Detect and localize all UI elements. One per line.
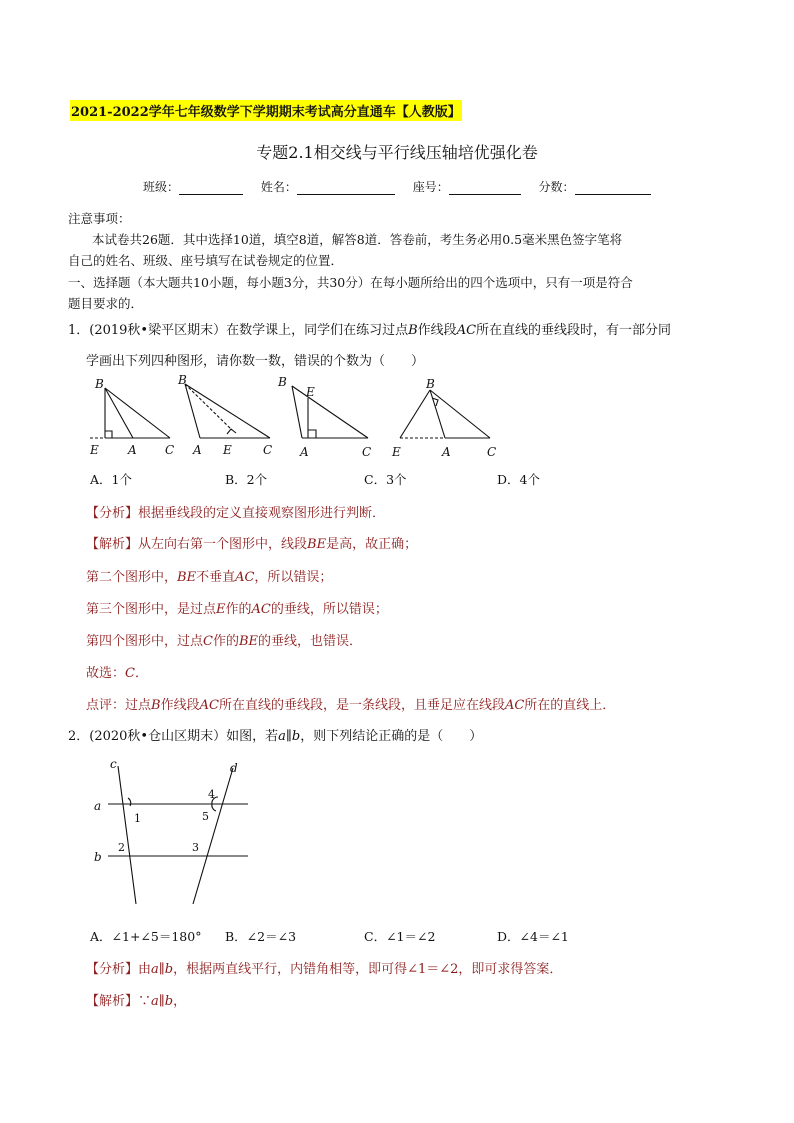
- page-title: 专题2.1相交线与平行线压轴培优强化卷: [256, 143, 538, 162]
- line-label-a: a: [94, 799, 102, 813]
- class-blank[interactable]: [179, 182, 243, 195]
- solution-text: ，: [173, 994, 187, 1009]
- solution-text: 第四个图形中，过点: [86, 634, 204, 649]
- segment-ac: AC: [199, 698, 219, 713]
- angle-label-4: 4: [208, 788, 215, 801]
- q2-solution: [86, 990, 186, 1009]
- angle-label-5: 5: [202, 810, 209, 823]
- segment-be: BE: [238, 634, 259, 649]
- class-label: 班级：: [143, 180, 180, 194]
- angle-label-2: 2: [118, 841, 125, 854]
- line-label-d: d: [230, 761, 238, 775]
- segment-ac: AC: [251, 602, 271, 617]
- q2-parallel: a∥b: [278, 729, 301, 744]
- q1-stem-line-2: 学画出下列四种图形，请你数一数，错误的个数为（ ）: [86, 354, 425, 369]
- parallel-ab: a∥b: [151, 994, 174, 1009]
- segment-be: BE: [307, 537, 327, 552]
- q1-solution-line-2: [86, 566, 332, 585]
- q2-option-a[interactable]: A．∠1+∠5＝180°: [90, 929, 202, 944]
- q1-solution-line-4: [86, 630, 362, 649]
- fig3-label-a: A: [300, 445, 309, 459]
- q1-segment-ac: AC: [456, 323, 477, 338]
- q2-text: ，则下列结论正确的是（ ）: [300, 729, 483, 744]
- fig1-label-b: B: [95, 377, 104, 391]
- solution-text: 的垂线，也错误．: [258, 634, 363, 649]
- solution-text: 从左向右第一个图形中，线段: [138, 537, 308, 552]
- solution-tag: 【解析】: [86, 537, 139, 552]
- q1-option-d[interactable]: D．4个: [497, 472, 540, 487]
- seat-label: 座号：: [412, 180, 449, 194]
- choose-text: ．: [134, 666, 148, 681]
- parallel-ab: a∥b: [151, 962, 174, 977]
- segment-ac: AC: [235, 570, 255, 585]
- answer-c: C: [125, 666, 135, 681]
- choose-text: 故选：: [86, 666, 126, 681]
- fig4-label-c: C: [487, 445, 497, 459]
- q1-solution-line-1: [86, 533, 417, 552]
- analysis-text: ，根据两直线平行，内错角相等，即可得∠1＝∠2，即可求得答案．: [173, 962, 563, 977]
- fig2-label-c: C: [263, 443, 273, 457]
- comment-text: 所在的直线上．: [524, 698, 616, 713]
- fig2-label-a: A: [193, 443, 202, 457]
- q2-stem: [68, 725, 482, 744]
- q2-figure: [88, 752, 263, 912]
- q1-option-a[interactable]: A．1个: [90, 472, 132, 487]
- solution-text: 不垂直: [196, 570, 236, 585]
- score-blank[interactable]: [575, 182, 651, 195]
- segment-ac: AC: [504, 698, 525, 713]
- comment-text: 作线段: [160, 698, 200, 713]
- solution-text: 第三个图形中，是过点: [86, 602, 217, 617]
- line-label-b: b: [94, 850, 102, 864]
- q1-analysis: [86, 502, 385, 521]
- angle-label-1: 1: [134, 812, 141, 825]
- student-info-row: [143, 178, 651, 195]
- point-c: C: [203, 634, 213, 649]
- q2-option-d[interactable]: D．∠4＝∠1: [497, 929, 569, 944]
- q2-text: 2．(2020秋•仓山区期末）如图，若: [68, 729, 279, 744]
- series-banner: 2021-2022学年七年级数学下学期期末考试高分直通车【人教版】: [70, 100, 462, 121]
- q1-point-b: B: [408, 323, 418, 338]
- angle-label-3: 3: [192, 841, 199, 854]
- fig3-label-c: C: [362, 445, 372, 459]
- score-label: 分数：: [538, 180, 575, 194]
- notice-line-1: 本试卷共26题．其中选择10道，填空8道，解答8道．答卷前，考生务必用0.5毫米黑色签字笔将: [92, 232, 623, 247]
- q1-comment: [86, 694, 615, 713]
- notice-line-2: 自己的姓名、班级、座号填写在试卷规定的位置．: [68, 253, 344, 268]
- q2-option-b[interactable]: B．∠2＝∠3: [225, 929, 297, 944]
- solution-text: ∵: [138, 994, 152, 1009]
- section-1-line-2: 题目要求的．: [68, 296, 144, 311]
- q2-option-c[interactable]: C．∠1＝∠2: [364, 929, 436, 944]
- q1-solution-line-3: [86, 598, 388, 617]
- q1-stem-line-1: [68, 319, 671, 338]
- analysis-text: 由: [138, 962, 152, 977]
- solution-text: 是高，故正确；: [326, 537, 418, 552]
- name-blank[interactable]: [297, 182, 395, 195]
- fig3-label-e: E: [306, 385, 315, 399]
- segment-be: BE: [177, 570, 197, 585]
- notice-heading: 注意事项：: [68, 211, 131, 226]
- q1-option-c[interactable]: C．3个: [364, 472, 407, 487]
- q1-text: 1．(2019秋•梁平区期末）在数学课上，同学们在练习过点: [68, 323, 409, 338]
- q1-text: 作线段: [417, 323, 457, 338]
- fig4-label-e: E: [392, 445, 401, 459]
- fig4-label-a: A: [442, 445, 451, 459]
- point-e: E: [216, 602, 226, 617]
- fig4-label-b: B: [426, 377, 435, 391]
- name-label: 姓名：: [260, 180, 297, 194]
- fig1-label-a: A: [128, 443, 137, 457]
- solution-text: 的垂线，所以错误；: [270, 602, 388, 617]
- comment-text: 所在直线的垂线段，是一条线段，且垂足应在线段: [218, 698, 505, 713]
- q1-text: 所在直线的垂线段时，有一部分同: [476, 323, 672, 338]
- q2-analysis: [86, 958, 562, 977]
- fig2-label-b: B: [178, 373, 187, 387]
- comment-text: 点评：过点: [86, 698, 152, 713]
- fig3-label-b: B: [278, 375, 287, 389]
- line-label-c: c: [110, 757, 117, 771]
- q1-option-b[interactable]: B．2个: [225, 472, 268, 487]
- fig1-label-e: E: [90, 443, 99, 457]
- solution-text: 作的: [225, 602, 252, 617]
- seat-blank[interactable]: [449, 182, 521, 195]
- fig2-label-e: E: [223, 443, 232, 457]
- q1-figures: [80, 372, 510, 462]
- analysis-tag: 【分析】: [86, 506, 139, 521]
- section-1-line-1: 一、选择题（本大题共10小题，每小题3分，共30分）在每小题所给出的四个选项中，只有一项是符合: [68, 275, 633, 290]
- solution-text: 第二个图形中，: [86, 570, 178, 585]
- analysis-tag: 【分析】: [86, 962, 139, 977]
- point-b: B: [151, 698, 161, 713]
- solution-tag: 【解析】: [86, 994, 139, 1009]
- solution-text: 作的: [212, 634, 239, 649]
- fig1-label-c: C: [165, 443, 175, 457]
- q1-choose: [86, 662, 148, 681]
- solution-text: ，所以错误；: [254, 570, 333, 585]
- analysis-text: 根据垂线段的定义直接观察图形进行判断．: [138, 506, 386, 521]
